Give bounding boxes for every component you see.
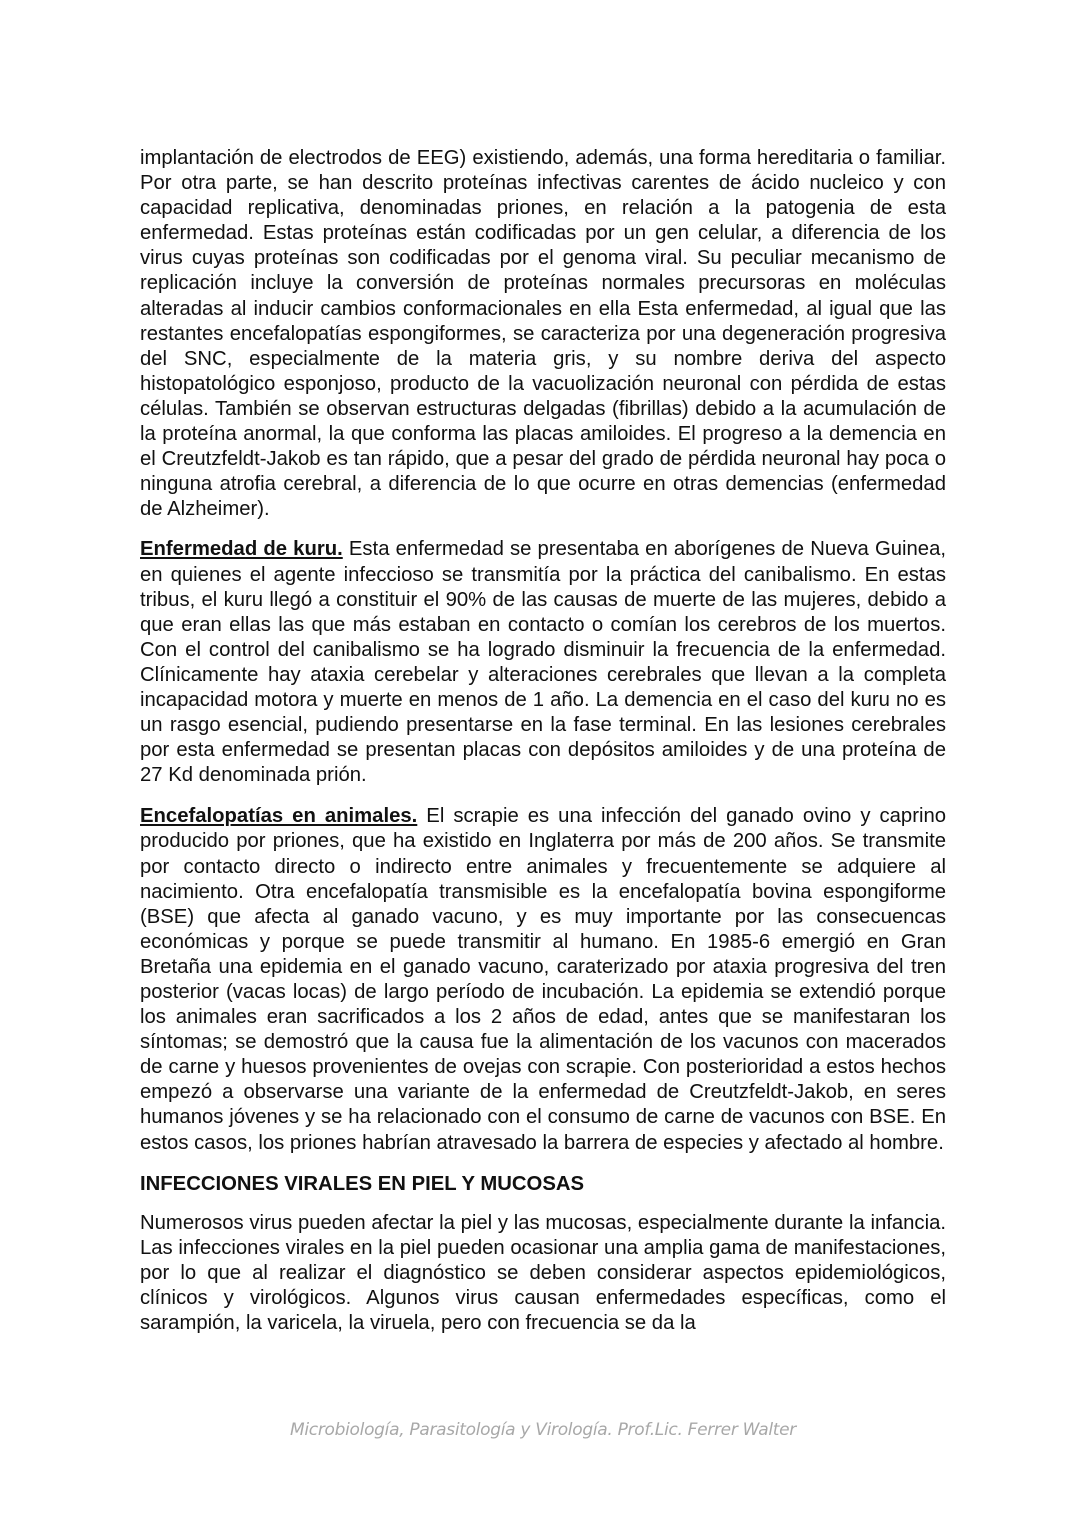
paragraph-kuru bbox=[140, 537, 946, 788]
page-footer: Microbiología, Parasitología y Virología. Prof.Lic. Ferrer Walter bbox=[290, 1420, 796, 1440]
paragraph-skin-infections: Numerosos virus pueden afectar la piel y las mucosas, especialmente durante la infancia. Las infecciones virales en la piel pueden ocasionar una amplia gama de manifestaciones, por lo que al realizar el diagnóstico se deben considerar aspectos epidemiológicos, clínicos y virológicos. Algunos virus causan enfermedades específicas, como el sarampión, la varicela, la viruela, pero con frecuencia se da la bbox=[140, 1211, 946, 1335]
paragraph-kuru-text: Esta enfermedad se presentaba en aborígenes de Nueva Guinea, en quienes el agente infeccioso se transmitía por la práctica del canibalismo. En estas tribus, el kuru llegó a constituir el 90% de las causas de muerte de las mujeres, debido a que eran ellas las que más estaban en contacto o comían los cerebros de los muertos. Con el control del canibalismo se ha logrado disminuir la frecuencia de la enfermedad. Clínicamente hay ataxia cerebelar y alteraciones cerebrales que llevan a la completa incapacidad motora y muerte en menos de 1 año. La demencia en el caso del kuru no es un rasgo esencial, pudiendo presentarse en la fase terminal. En las lesiones cerebrales por esta enfermedad se presentan placas con depósitos amiloides y de una proteína de 27 Kd denominada prión. bbox=[140, 538, 947, 787]
term-kuru: Enfermedad de kuru. bbox=[140, 538, 343, 561]
paragraph-prion-disease: implantación de electrodos de EEG) existiendo, además, una forma hereditaria o familiar. Por otra parte, se han descrito proteínas infectivas carentes de ácido nucleico y con capacidad replicativa, denominadas priones, en relación a la patogenia de esta enfermedad. Estas proteínas están codificadas por un gen celular, a diferencia de los virus cuyas proteínas son codificadas por el genoma viral. Su peculiar mecanismo de replicación incluye la conversión de proteínas normales precursoras en moléculas alteradas al inducir cambios conformacionales en ella Esta enfermedad, al igual que las restantes encefalopatías espongiformes, se caracteriza por una degeneración progresiva del SNC, especialmente de la materia gris, y su nombre deriva del aspecto histopatológico esponjoso, producto de la vacuolización neuronal con pérdida de estas células. También se observan estructuras delgadas (fibrillas) debido a la acumulación de la proteína anormal, la que conforma las placas amiloides. El progreso a la demencia en el Creutzfeldt-Jakob es tan rápido, que a pesar del grado de pérdida neuronal hay poca o ninguna atrofia cerebral, a diferencia de lo que ocurre en otras demencias (enfermedad de Alzheimer). bbox=[140, 147, 946, 521]
section-heading: INFECCIONES VIRALES EN PIEL Y MUCOSAS bbox=[140, 1172, 585, 1195]
paragraph-animal-encephalopathies bbox=[140, 804, 946, 1155]
paragraph-animal-encephalopathies-text: El scrapie es una infección del ganado ovino y caprino producido por priones, que ha existido en Inglaterra por más de 200 años. Se transmite por contacto directo o indirecto entre animales y frecuentemente se adquiere al nacimiento. Otra encefalopatía transmisible es la encefalopatía bovina espongiforme (BSE) que afecta al ganado vacuno, y es muy importante por las consecuencas económicas y porque se puede transmitir al humano. En 1985-6 emergió en Gran Bretaña una epidemia en el ganado vacuno, caraterizado por ataxia progresiva del tren posterior (vacas locas) de largo período de incubación. La epidemia se extendió porque los animales eran sacrificados a los 2 años de edad, antes que se manifestaran los síntomas; se demostró que la causa fue la alimentación de los vacunos con macerados de carne y huesos provenientes de ovejas con scrapie. Con posterioridad a estos hechos empezó a observarse una variante de la enfermedad de Creutzfeldt-Jakob, en seres humanos jóvenes y se ha relacionado con el consumo de carne de vacunos con BSE. En estos casos, los priones habrían atravesado la barrera de especies y afectado al hombre. bbox=[140, 805, 947, 1154]
term-animal-encephalopathies: Encefalopatías en animales. bbox=[140, 805, 418, 828]
document-body bbox=[140, 146, 946, 1352]
